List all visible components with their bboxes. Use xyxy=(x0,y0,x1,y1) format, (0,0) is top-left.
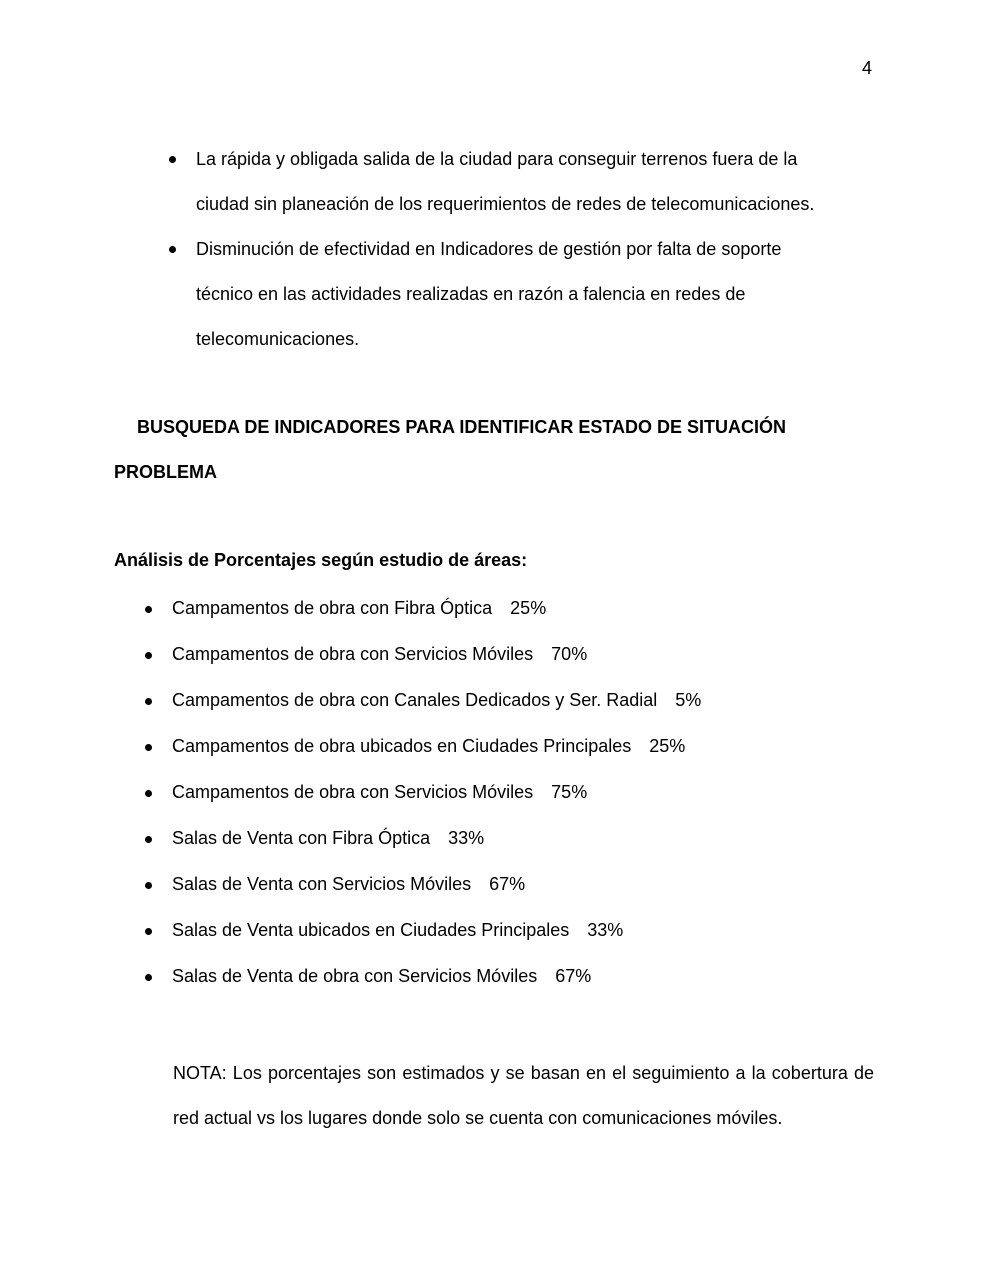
list-item xyxy=(172,873,701,919)
percentage-list xyxy=(172,597,701,1011)
bullet-icon xyxy=(145,698,152,705)
item-percent: 67% xyxy=(489,874,526,894)
item-label: Salas de Venta con Servicios Móviles xyxy=(172,874,472,894)
list-item-line: telecomunicaciones. xyxy=(196,329,360,349)
item-percent: 25% xyxy=(649,736,686,756)
item-percent: 5% xyxy=(675,690,702,710)
item-percent: 33% xyxy=(448,828,485,848)
list-item xyxy=(172,781,701,827)
bullet-icon xyxy=(145,836,152,843)
item-label: Salas de Venta ubicados en Ciudades Principales xyxy=(172,920,570,940)
item-percent: 75% xyxy=(551,782,588,802)
list-item-line: La rápida y obligada salida de la ciudad para conseguir terrenos fuera de la xyxy=(196,149,798,169)
item-percent: 33% xyxy=(587,920,624,940)
section-heading-line-1: BUSQUEDA DE INDICADORES PARA IDENTIFICAR ESTADO DE SITUACIÓN xyxy=(137,417,787,437)
list-item xyxy=(172,965,701,1011)
list-item xyxy=(172,597,701,643)
intro-bullet-list xyxy=(196,146,876,371)
bullet-icon xyxy=(145,606,152,613)
item-label: Campamentos de obra con Servicios Móviles xyxy=(172,782,534,802)
item-label: Campamentos de obra ubicados en Ciudades Principales xyxy=(172,736,632,756)
list-item xyxy=(196,146,876,236)
item-label: Campamentos de obra con Canales Dedicados y Ser. Radial xyxy=(172,690,658,710)
list-item-line: Disminución de efectividad en Indicadores de gestión por falta de soporte xyxy=(196,239,782,259)
analysis-title: Análisis de Porcentajes según estudio de áreas: xyxy=(114,550,528,570)
list-item-line: técnico en las actividades realizadas en razón a falencia en redes de xyxy=(196,284,746,304)
note-paragraph: NOTA: Los porcentajes son estimados y se basan en el seguimiento a la cobertura de red actual vs los lugares donde solo se cuenta con comunicaciones móviles. xyxy=(173,1063,874,1128)
list-item xyxy=(172,827,701,873)
bullet-icon xyxy=(145,882,152,889)
page-number: 4 xyxy=(862,58,873,78)
bullet-icon xyxy=(145,974,152,981)
bullet-icon xyxy=(145,744,152,751)
list-item xyxy=(172,735,701,781)
list-item xyxy=(172,689,701,735)
item-label: Campamentos de obra con Fibra Óptica xyxy=(172,598,493,618)
item-percent: 70% xyxy=(551,644,588,664)
list-item-line: ciudad sin planeación de los requerimientos de redes de telecomunicaciones. xyxy=(196,194,815,214)
bullet-icon xyxy=(145,928,152,935)
list-item xyxy=(196,236,876,371)
bullet-icon xyxy=(169,156,176,163)
list-item xyxy=(172,643,701,689)
item-percent: 67% xyxy=(555,966,592,986)
item-percent: 25% xyxy=(510,598,547,618)
item-label: Salas de Venta con Fibra Óptica xyxy=(172,828,431,848)
list-item xyxy=(172,919,701,965)
bullet-icon xyxy=(145,652,152,659)
bullet-icon xyxy=(169,246,176,253)
bullet-icon xyxy=(145,790,152,797)
section-heading-line-2: PROBLEMA xyxy=(114,462,217,482)
item-label: Campamentos de obra con Servicios Móviles xyxy=(172,644,534,664)
item-label: Salas de Venta de obra con Servicios Móviles xyxy=(172,966,538,986)
